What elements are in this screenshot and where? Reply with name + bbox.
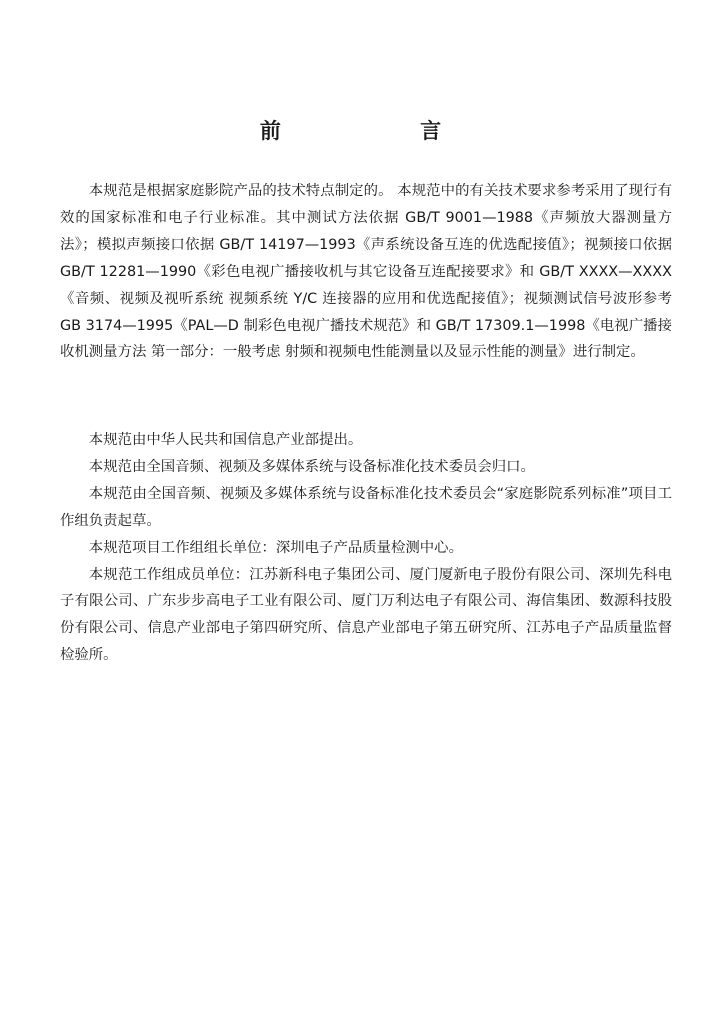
leader-unit-statement: 本规范项目工作组组长单位：深圳电子产品质量检测中心。 xyxy=(88,539,463,556)
administration-statement: 本规范由全国音频、视频及多媒体系统与设备标准化技术委员会归口。 xyxy=(88,458,535,475)
proposer-statement: 本规范由中华人民共和国信息产业部提出。 xyxy=(88,432,363,448)
page-title: 前 言 xyxy=(259,118,508,143)
intro-section xyxy=(60,178,672,366)
member-units-statement: 本规范工作组成员单位：江苏新科电子集团公司、厦门厦新电子股份有限公司、深圳先科电子有限公司、广东步步高电子工业有限公司、厦门万利达电子有限公司、海信集团、数源科技股份有限公司、信息产业部电子第四研究所、信息产业部电子第五研究所、江苏电子产品质量监督检验所。 xyxy=(60,566,672,664)
drafting-info-section xyxy=(60,427,672,669)
intro-paragraph: 本规范是根据家庭影院产品的技术特点制定的。 本规范中的有关技术要求参考采用了现行有效的国家标准和电子行业标准。其中测试方法依据 GB/T 9001—1988《声频放大器测量方法》；模拟声频接口依据 GB/T 14197—1993《声系统设备互连的优选配接值》；视频接口依据 GB/T 12281—1990《彩色电视广播接收机与其它设备互连配接要求》和 GB/T XXXX—XXXX《音频、视频及视听系统 视频系统 Y/C 连接器的应用和优选配接值》；视频测试信号波形参考 GB 3174—1995《PAL—D 制彩色电视广播技术规范》和 GB/T 17309.1—1998《电视广播接收机测量方法 第一部分：一般考虑 射频和视频电性能测量以及显示性能的测量》进行制定。 xyxy=(60,183,672,361)
drafting-statement: 本规范由全国音频、视频及多媒体系统与设备标准化技术委员会“家庭影院系列标准”项目工作组负责起草。 xyxy=(60,485,672,529)
